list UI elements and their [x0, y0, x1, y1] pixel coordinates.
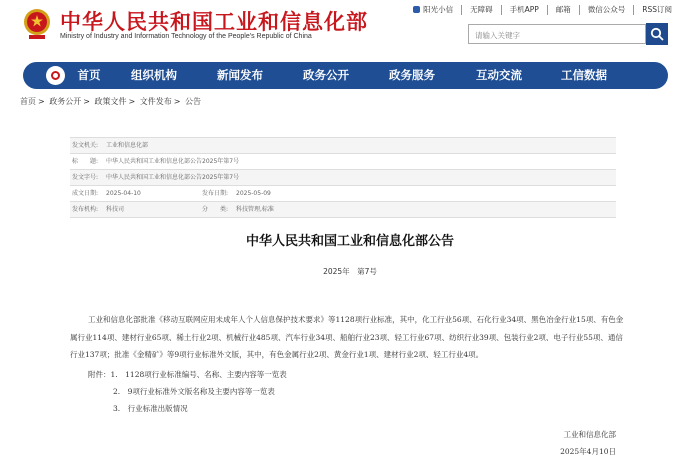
top-link-rss[interactable]: RSS订阅: [642, 5, 672, 14]
sign-date: 2025年4月10日: [560, 447, 616, 456]
national-emblem-icon: [22, 8, 52, 40]
meta-created-date: 2025-04-10: [106, 190, 141, 197]
attachments-label: 附件：: [88, 370, 111, 379]
meta-label: 发文机关:: [72, 142, 99, 149]
attachment-link-2[interactable]: 2. 9项行业标准外文版名称及主要内容等一览表: [113, 387, 275, 396]
breadcrumb: 首页 > 政务公开 > 政策文件 > 文件发布 > 公告: [20, 97, 201, 106]
site-title-cn[interactable]: 中华人民共和国工业和信息化部: [60, 9, 368, 34]
signer: 工业和信息化部: [563, 430, 616, 439]
site-header: [0, 0, 700, 62]
attachment-link-1[interactable]: 1. 1128项行业标准编号、名称、主要内容等一览表: [110, 370, 287, 379]
main-nav: [23, 62, 668, 89]
meta-row-docno: [70, 170, 616, 186]
nav-data[interactable]: 工信数据: [561, 68, 607, 82]
meta-row-dates: [70, 186, 616, 202]
top-link-mail[interactable]: 邮箱: [548, 5, 580, 15]
top-links: [405, 5, 680, 15]
top-link-wechat[interactable]: 微信公众号: [580, 5, 635, 15]
search-icon: [650, 27, 664, 41]
attachment-link-3[interactable]: 3. 行业标准出版情况: [113, 404, 188, 413]
document-number: 2025年 第7号: [323, 267, 377, 276]
nav-home[interactable]: 首页: [77, 68, 101, 82]
nav-news[interactable]: 新闻发布: [217, 68, 263, 82]
nav-organization[interactable]: 组织机构: [131, 68, 177, 82]
nav-interaction[interactable]: 互动交流: [476, 68, 522, 82]
meta-issuer: 工业和信息化部: [106, 142, 149, 149]
top-link-accessibility[interactable]: 无障碍: [462, 5, 502, 15]
breadcrumb-policy[interactable]: 政策文件: [94, 97, 127, 106]
top-link-sunshine[interactable]: 阳光小信: [405, 5, 462, 15]
search-button[interactable]: [646, 23, 668, 45]
attachments-item-1: [88, 369, 287, 380]
meta-label: 发文字号:: [72, 174, 99, 181]
top-link-mobile-app[interactable]: 手机APP: [502, 5, 548, 15]
meta-label: 发布机构:: [72, 206, 99, 213]
meta-unit: 科技司: [106, 206, 125, 213]
nav-public-affairs[interactable]: 政务公开: [303, 68, 349, 82]
site-title-en: Ministry of Industry and Information Technology of the People's Republic of China: [60, 33, 312, 40]
meta-category: 科技管理,标准: [236, 206, 274, 213]
document-body: 工业和信息化部批准《移动互联网应用未成年人个人信息保护技术要求》等1128项行业标准，其中，化工行业56项、石化行业34项、黑色冶金行业15项、有色金属行业114项、建材行业65项、稀土行业2项、机械行业485项、汽车行业34项、船舶行业23项、轻工行业67项、纺织行业39项、包装行业2项、电子行业55项、通信行业137项；批准《金精矿》等9项行业标准外文版，其中，有色金属行业2项、黄金行业1项、建材行业2项、轻工行业4项。: [70, 315, 624, 359]
meta-row-title: [70, 154, 616, 170]
breadcrumb-home[interactable]: 首页: [20, 97, 36, 106]
sunshine-icon: [413, 6, 420, 13]
breadcrumb-public-affairs[interactable]: 政务公开: [49, 97, 82, 106]
meta-label: 分 类:: [202, 206, 229, 213]
breadcrumb-notice[interactable]: 公告: [185, 97, 201, 106]
meta-docno: 中华人民共和国工业和信息化部公告2025年第7号: [106, 174, 240, 181]
meta-published-date: 2025-05-09: [236, 190, 271, 197]
document-title: 中华人民共和国工业和信息化部公告: [245, 234, 454, 249]
meta-label: 成文日期:: [72, 190, 99, 197]
meta-title: 中华人民共和国工业和信息化部公告2025年第7号: [106, 158, 240, 165]
home-logo-icon[interactable]: [46, 66, 65, 85]
meta-label: 发布日期:: [202, 190, 229, 197]
search-input[interactable]: 请输入关键字: [468, 24, 646, 44]
nav-services[interactable]: 政务服务: [389, 68, 435, 82]
meta-row-issuer: [70, 138, 616, 154]
meta-row-unit: [70, 202, 616, 218]
document-metadata-table: [70, 137, 616, 218]
breadcrumb-file-release[interactable]: 文件发布: [139, 97, 172, 106]
meta-label: 标 题:: [72, 158, 99, 165]
